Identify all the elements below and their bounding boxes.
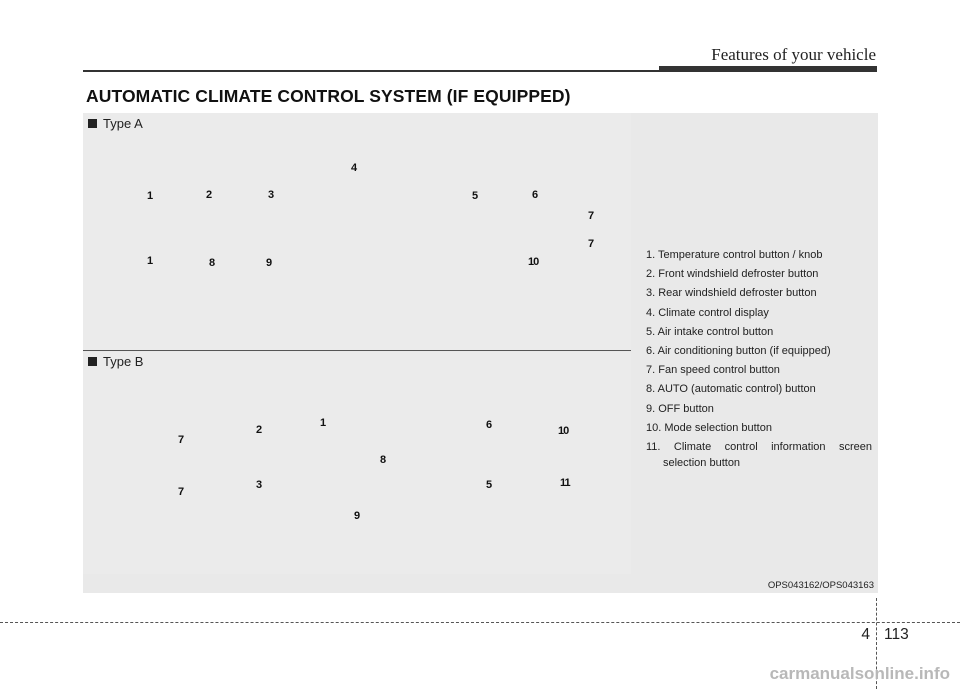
callout-number: 1 — [147, 190, 154, 202]
figure-divider — [83, 350, 631, 351]
running-header: Features of your vehicle — [711, 45, 876, 64]
legend-item: 11. Climate control information screen — [646, 441, 872, 454]
legend-item: 7. Fan speed control button — [646, 364, 780, 377]
type-a-label-text: Type A — [103, 116, 143, 131]
callout-number: 3 — [268, 189, 275, 201]
callout-number: 9 — [354, 510, 361, 522]
chapter-number: 4 — [861, 626, 870, 643]
legend-item: 5. Air intake control button — [646, 325, 774, 338]
legend-item: 8. AUTO (automatic control) button — [646, 383, 816, 396]
type-a-label — [88, 116, 143, 131]
callout-number: 1 — [320, 417, 327, 429]
callout-number: 5 — [472, 190, 479, 202]
square-bullet-icon — [88, 357, 97, 366]
callout-number: 6 — [532, 189, 539, 201]
callout-number: 10 — [558, 425, 569, 437]
callout-number: 4 — [351, 162, 358, 174]
legend-item: 9. OFF button — [646, 402, 714, 415]
callout-number: 11 — [560, 477, 570, 489]
page-number: 113 — [884, 626, 909, 643]
page-title: AUTOMATIC CLIMATE CONTROL SYSTEM (IF EQUIPPED) — [86, 86, 571, 106]
callout-number: 8 — [380, 454, 387, 466]
callout-number: 1 — [147, 255, 154, 267]
callout-number: 7 — [178, 434, 185, 446]
legend-item: 10. Mode selection button — [646, 421, 772, 434]
square-bullet-icon — [88, 119, 97, 128]
callout-number: 7 — [178, 486, 185, 498]
callout-number: 6 — [486, 419, 493, 431]
legend-item-continuation: selection button — [663, 457, 741, 470]
footer-rule — [0, 622, 960, 623]
callout-number: 2 — [206, 189, 213, 201]
legend-item: 1. Temperature control button / knob — [646, 249, 823, 261]
figure-type-a — [83, 113, 631, 350]
type-b-label — [88, 354, 143, 369]
legend-item: 3. Rear windshield defroster button — [646, 287, 817, 300]
legend-item: 6. Air conditioning button (if equipped) — [646, 345, 831, 358]
callout-number: 3 — [256, 479, 263, 491]
callout-number: 5 — [486, 479, 493, 491]
callout-number: 2 — [256, 424, 263, 436]
legend-list — [646, 246, 872, 470]
callout-number: 9 — [266, 257, 273, 269]
type-b-label-text: Type B — [103, 354, 144, 369]
legend-item: 4. Climate control display — [646, 306, 769, 319]
figure-type-b — [83, 352, 631, 574]
callout-number: 7 — [588, 238, 595, 250]
callout-number: 7 — [588, 210, 595, 222]
watermark: carmanualsonline.info — [769, 664, 950, 683]
header-tab-bar — [659, 66, 877, 72]
legend-item: 2. Front windshield defroster button — [646, 268, 819, 281]
callout-number: 10 — [528, 256, 539, 268]
callout-number: 8 — [209, 257, 216, 269]
image-code: OPS043162/OPS043163 — [767, 580, 874, 591]
